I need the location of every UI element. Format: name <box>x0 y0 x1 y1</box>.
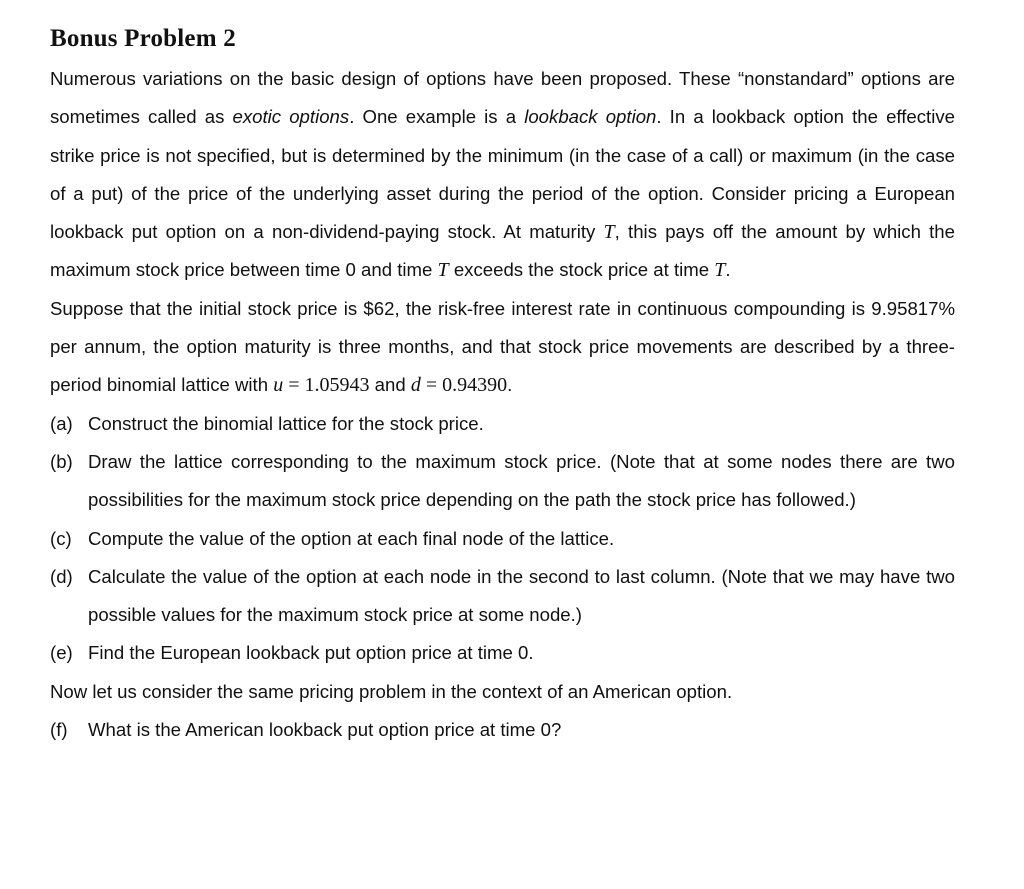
math-T-1: T <box>603 221 615 244</box>
intro-text-2: . One example is a <box>349 106 525 128</box>
math-u: u <box>273 374 284 397</box>
question-text: Construct the binomial lattice for the stock price. <box>88 412 484 434</box>
u-value: = 1.05943 <box>283 374 370 397</box>
question-label: (e) <box>50 642 73 664</box>
intro-paragraph <box>50 60 955 290</box>
question-f <box>50 711 955 749</box>
exotic-options-term: exotic options <box>232 106 350 128</box>
question-c <box>50 520 955 558</box>
american-intro: Now let us consider the same pricing problem in the context of an American option. <box>50 680 733 702</box>
question-text: Find the European lookback put option price at time 0. <box>88 642 534 664</box>
question-label: (a) <box>50 412 73 434</box>
question-e <box>50 634 955 672</box>
intro-text-5: exceeds the stock price at time <box>448 259 715 281</box>
question-d <box>50 558 955 635</box>
lookback-option-term: lookback option <box>524 106 657 128</box>
problem-document <box>50 22 955 749</box>
setup-text-1: Suppose that the initial stock price is $62, the risk-free interest rate in continuous compounding is 9.95817% per annum, the option maturity is three months, and that stock price movements are described by a three-period binomial lattice with <box>50 297 955 396</box>
question-text: What is the American lookback put option price at time 0? <box>88 719 562 741</box>
setup-and: and <box>369 374 411 396</box>
setup-text-2: . <box>507 374 513 396</box>
question-label: (f) <box>50 719 68 741</box>
problem-title: Bonus Problem 2 <box>50 25 236 52</box>
question-text: Draw the lattice corresponding to the maximum stock price. (Note that at some nodes there are two possibilities for the maximum stock price depending on the path the stock price has followed.) <box>88 450 955 511</box>
question-text: Calculate the value of the option at each node in the second to last column. (Note that we may have two possible values for the maximum stock price at some node.) <box>88 565 955 626</box>
question-label: (c) <box>50 527 72 549</box>
setup-paragraph <box>50 290 955 405</box>
question-label: (b) <box>50 450 73 472</box>
intro-text-1: Numerous variations on the basic design of options have been proposed. These “nonstandard” options are sometimes called as <box>50 68 955 128</box>
question-label: (d) <box>50 565 73 587</box>
math-d: d <box>410 374 421 397</box>
intro-text-3: . In a lookback option the effective strike price is not specified, but is determined by the minimum (in the case of a call) or maximum (in the case of a put) of the price of the underlying asset during the period of the option. Consider pricing a European lookback put option on a non-dividend-paying stock. At maturity <box>50 106 955 243</box>
question-a <box>50 405 955 443</box>
question-text: Compute the value of the option at each final node of the lattice. <box>88 527 615 549</box>
math-T-2: T <box>437 259 449 282</box>
question-b <box>50 443 955 520</box>
intro-text-6: . <box>725 259 731 281</box>
d-value: = 0.94390 <box>420 374 508 397</box>
intro-text-4: , this pays off the amount by which the maximum stock price between time 0 and time <box>50 221 955 281</box>
math-T-3: T <box>714 259 726 282</box>
